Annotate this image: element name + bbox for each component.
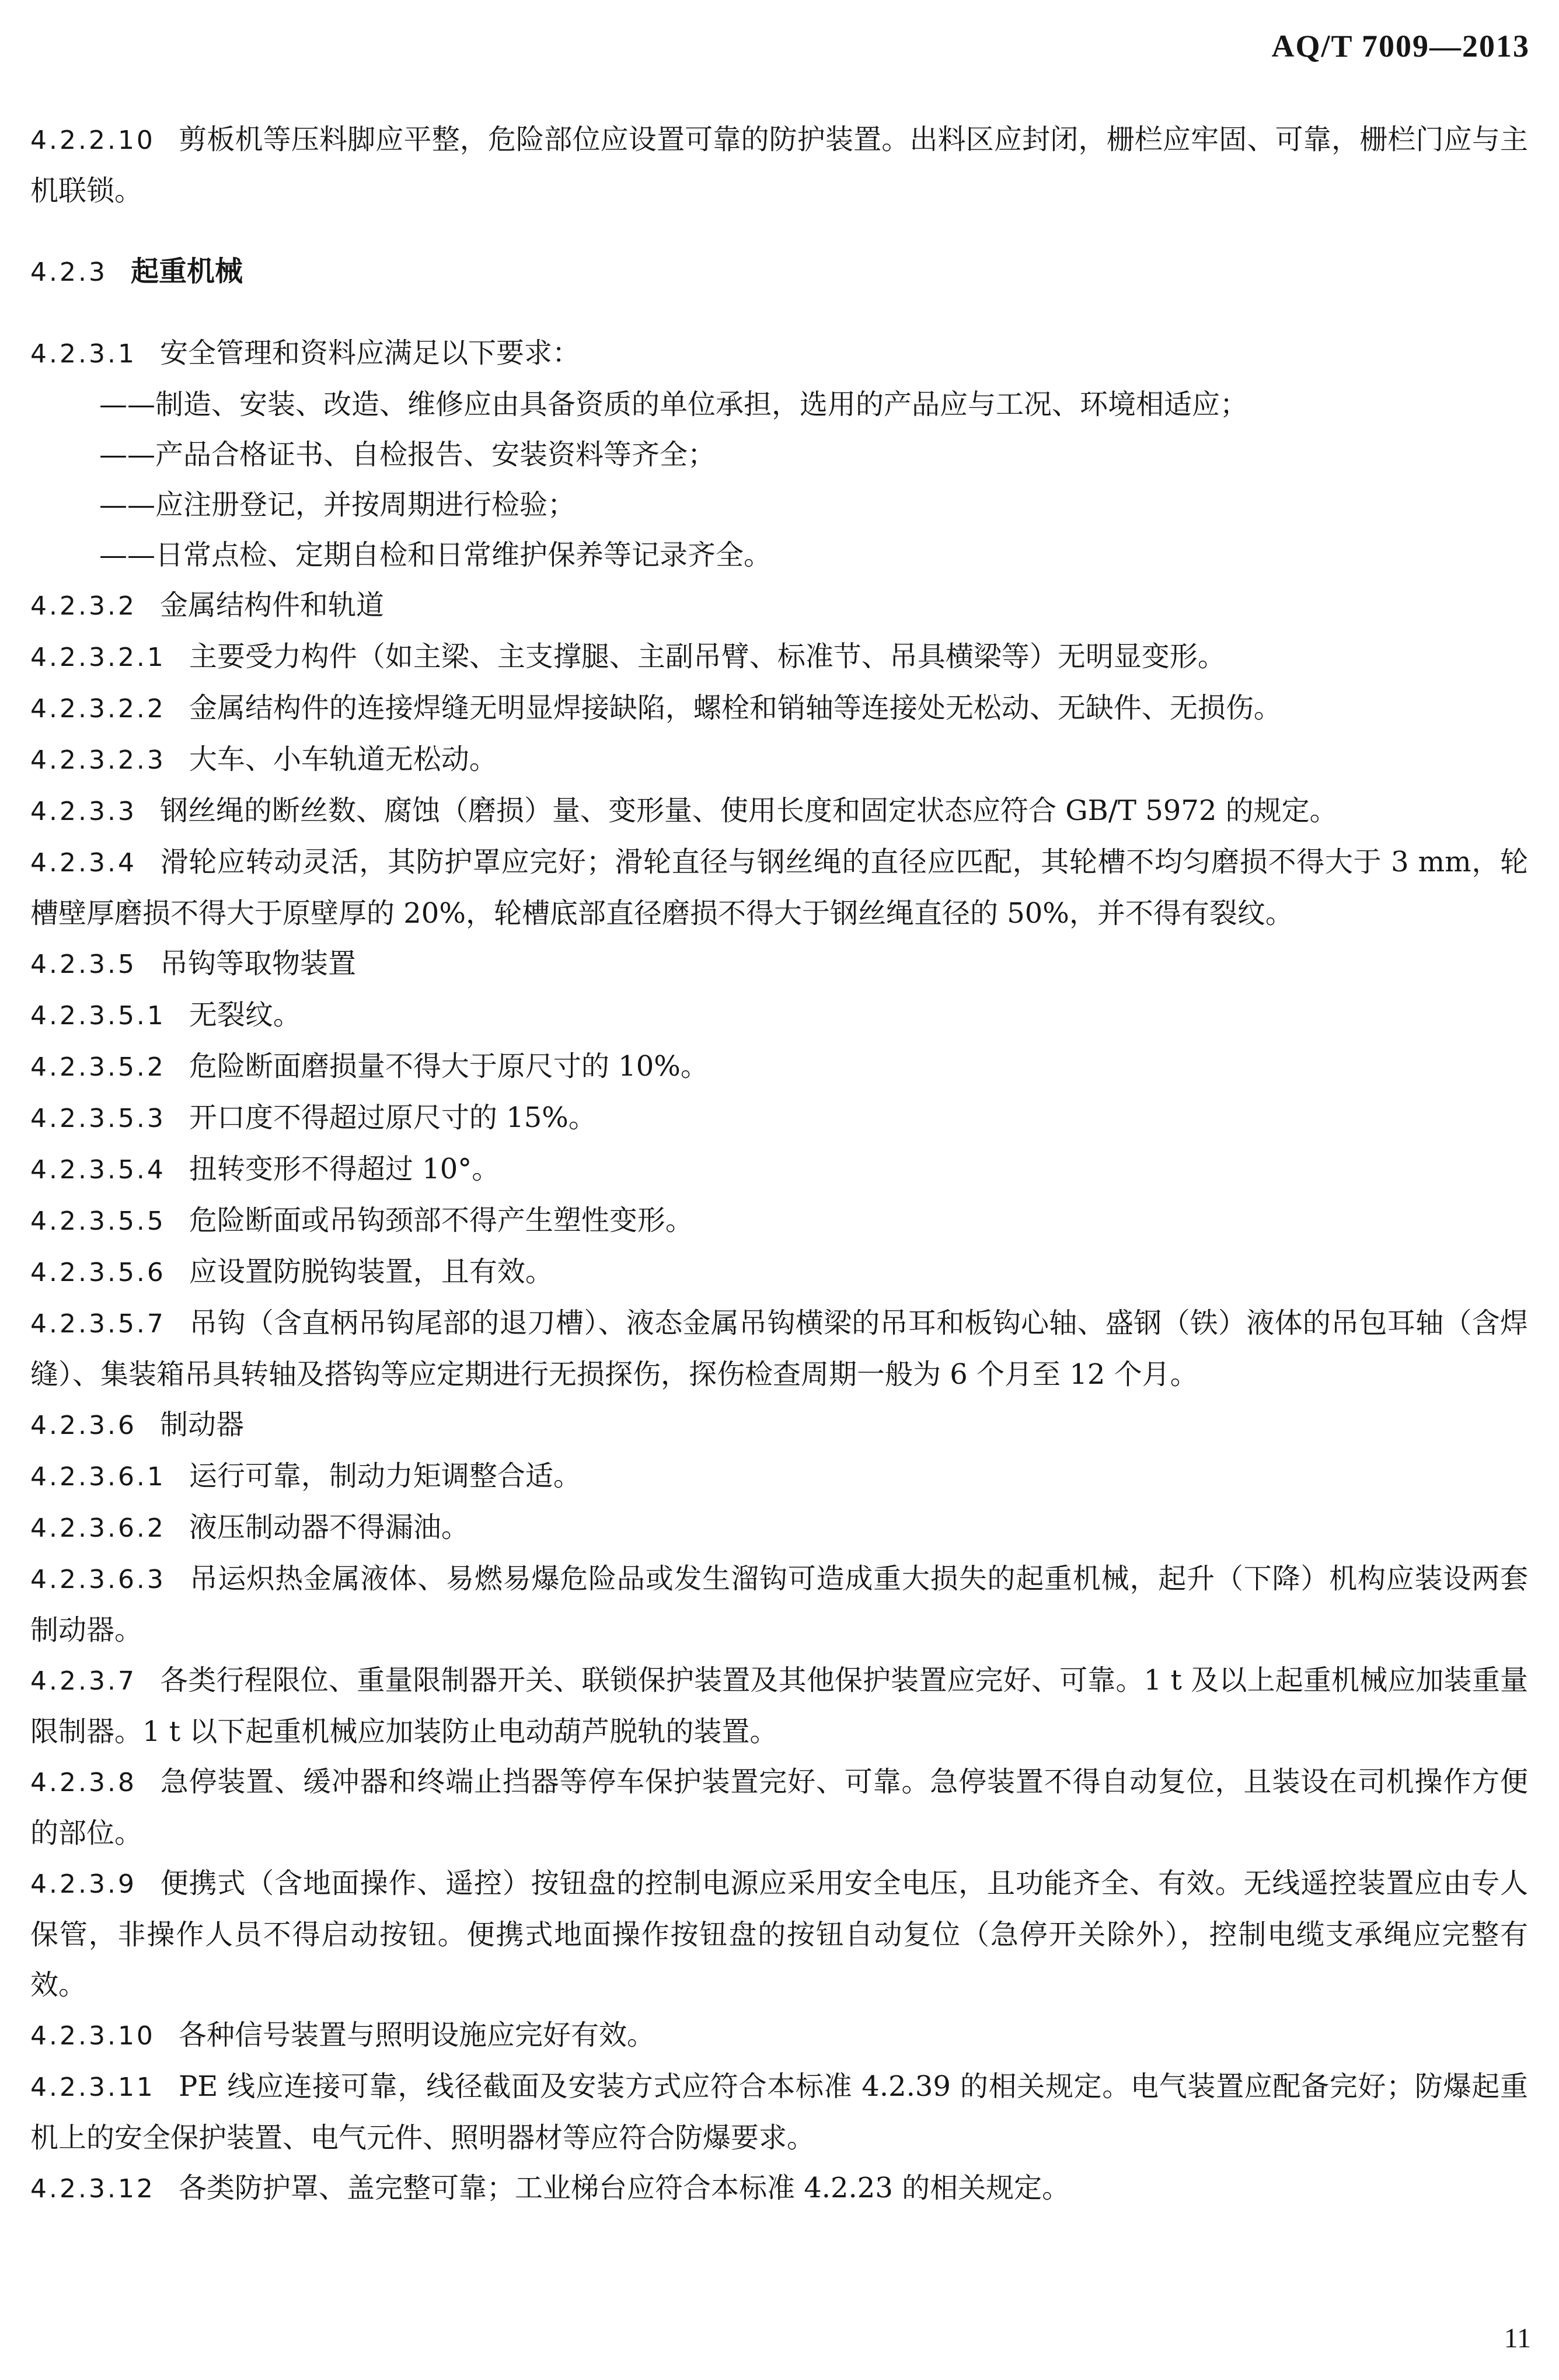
clause-number: 4.2.3.2.2 <box>30 694 166 724</box>
clause-number: 4.2.3.2.1 <box>30 643 166 672</box>
requirement-list-item: ——产品合格证书、自检报告、安装资料等齐全； <box>99 438 716 471</box>
clause-4-2-3-11 <box>30 2061 1528 2163</box>
clause-number: 4.2.3.5.6 <box>30 1258 166 1287</box>
clause-text: 安全管理和资料应满足以下要求： <box>159 337 580 369</box>
clause-number: 4.2.3.6.2 <box>30 1513 166 1543</box>
clause-4-2-3-5-4 <box>30 1144 1528 1195</box>
clause-4-2-3-5-1 <box>30 990 1528 1041</box>
clause-4-2-3-1 <box>30 328 1528 379</box>
clause-text: 钢丝绳的断丝数、腐蚀（磨损）量、变形量、使用长度和固定状态应符合 GB/T 5972 的规定。 <box>159 794 1338 827</box>
clause-number: 4.2.2.10 <box>30 125 155 155</box>
clause-number: 4.2.3.9 <box>30 1869 137 1899</box>
clause-number: 4.2.3.6.3 <box>30 1565 166 1594</box>
clause-number: 4.2.3.12 <box>30 2174 155 2204</box>
requirement-list-item: ——制造、安装、改造、维修应由具备资质的单位承担，选用的产品应与工况、环境相适应； <box>99 388 1248 421</box>
clause-number: 4.2.3.10 <box>30 2021 155 2051</box>
clause-4-2-3-8 <box>30 1757 1528 1858</box>
clause-4-2-3-2-1 <box>30 631 1528 683</box>
clause-4-2-3-5 <box>30 938 1528 990</box>
clause-number: 4.2.3.5.2 <box>30 1052 166 1082</box>
clause-number: 4.2.3.5.3 <box>30 1104 166 1133</box>
clause-4-2-3-6-3 <box>30 1554 1528 1655</box>
clause-number: 4.2.3.1 <box>30 339 137 369</box>
clause-text: 金属结构件和轨道 <box>159 589 384 622</box>
clause-4-2-3-3 <box>30 786 1528 837</box>
clause-text: 吊钩等取物装置 <box>159 947 356 980</box>
clause-text: 剪板机等压料脚应平整，危险部位应设置可靠的防护装置。出料区应封闭，栅栏应牢固、可靠，栅栏门应与主机联锁。 <box>30 123 1528 207</box>
clause-number: 4.2.3.6 <box>30 1411 137 1440</box>
clause-number: 4.2.3.5 <box>30 950 137 979</box>
clause-text: PE 线应连接可靠，线径截面及安装方式应符合本标准 4.2.39 的相关规定。电气装置应配备完好；防爆起重机上的安全保护装置、电气元件、照明器材等应符合防爆要求。 <box>30 2070 1528 2154</box>
clause-text: 无裂纹。 <box>189 999 301 1031</box>
clause-text: 危险断面或吊钩颈部不得产生塑性变形。 <box>189 1204 693 1237</box>
clause-text: 应设置防脱钩装置，且有效。 <box>189 1255 553 1288</box>
clause-4-2-3-2 <box>30 580 1528 631</box>
clause-number: 4.2.3.11 <box>30 2072 155 2102</box>
clause-text: 开口度不得超过原尺寸的 15%。 <box>189 1101 597 1134</box>
clause-4-2-3-6-2 <box>30 1502 1528 1554</box>
clause-4-2-2-10 <box>30 114 1528 216</box>
clause-number: 4.2.3.5.1 <box>30 1001 166 1031</box>
clause-number: 4.2.3.7 <box>30 1666 137 1696</box>
clause-4-2-3-6 <box>30 1400 1528 1451</box>
clause-number: 4.2.3.2 <box>30 591 137 621</box>
clause-text: 各种信号装置与照明设施应完好有效。 <box>178 2019 655 2051</box>
clause-text: 制动器 <box>159 1408 244 1441</box>
clause-4-2-3-6-1 <box>30 1451 1528 1502</box>
clause-text: 吊运炽热金属液体、易燃易爆危险品或发生溜钩可造成重大损失的起重机械，起升（下降）机构应装设两套制动器。 <box>30 1562 1528 1646</box>
clause-text: 便携式（含地面操作、遥控）按钮盘的控制电源应采用安全电压，且功能齐全、有效。无线遥控装置应由专人保管，非操作人员不得启动按钮。便携式地面操作按钮盘的按钮自动复位（急停开关除外），控制电缆支承绳应完整有效。 <box>30 1867 1528 2001</box>
clause-4-2-3-2-3 <box>30 734 1528 786</box>
section-title: 起重机械 <box>130 255 243 288</box>
clause-number: 4.2.3.3 <box>30 797 137 826</box>
page-number: 11 <box>1504 2323 1531 2354</box>
clause-4-2-3-5-2 <box>30 1041 1528 1093</box>
clause-text: 主要受力构件（如主梁、主支撑腿、主副吊臂、标准节、吊具横梁等）无明显变形。 <box>189 640 1226 673</box>
requirement-list-item: ——应注册登记，并按周期进行检验； <box>99 488 576 521</box>
page-content <box>30 114 1528 2214</box>
clause-text: 液压制动器不得漏油。 <box>189 1511 469 1544</box>
clause-number: 4.2.3.5.4 <box>30 1155 166 1185</box>
clause-text: 各类防护罩、盖完整可靠；工业梯台应符合本标准 4.2.23 的相关规定。 <box>178 2172 1070 2204</box>
clause-number: 4.2.3.6.1 <box>30 1462 166 1492</box>
clause-text: 吊钩（含直柄吊钩尾部的退刀槽）、液态金属吊钩横梁的吊耳和板钩心轴、盛钢（铁）液体的吊包耳轴（含焊缝）、集装箱吊具转轴及搭钩等应定期进行无损探伤，探伤检查周期一般为 6 个月至 12 个月。 <box>30 1307 1528 1391</box>
clause-4-2-3-10 <box>30 2010 1528 2061</box>
clause-4-2-3-5-3 <box>30 1093 1528 1144</box>
clause-4-2-3-4 <box>30 837 1528 938</box>
clause-text: 扭转变形不得超过 10°。 <box>189 1153 500 1185</box>
clause-text: 危险断面磨损量不得大于原尺寸的 10%。 <box>189 1050 709 1083</box>
clause-text: 大车、小车轨道无松动。 <box>189 743 497 776</box>
clause-4-2-3-5-6 <box>30 1247 1528 1298</box>
standard-code-header: AQ/T 7009—2013 <box>1271 29 1530 64</box>
clause-text: 急停装置、缓冲器和终端止挡器等停车保护装置完好、可靠。急停装置不得自动复位，且装设在司机操作方便的部位。 <box>30 1765 1528 1849</box>
clause-number: 4.2.3.8 <box>30 1768 137 1798</box>
section-number: 4.2.3 <box>30 257 107 287</box>
clause-number: 4.2.3.5.5 <box>30 1206 166 1236</box>
clause-4-2-3-12 <box>30 2163 1528 2214</box>
clause-text: 滑轮应转动灵活，其防护罩应完好；滑轮直径与钢丝绳的直径应匹配，其轮槽不均匀磨损不得大于 3 mm，轮槽壁厚磨损不得大于原壁厚的 20%，轮槽底部直径磨损不得大于钢丝绳直径的 50%，并不得有裂纹。 <box>30 846 1528 930</box>
clause-number: 4.2.3.4 <box>30 848 137 878</box>
section-heading-4-2-3 <box>30 246 1528 298</box>
clause-text: 运行可靠，制动力矩调整合适。 <box>189 1460 581 1492</box>
clause-number: 4.2.3.2.3 <box>30 745 166 775</box>
clause-number: 4.2.3.5.7 <box>30 1309 166 1339</box>
requirement-list-item: ——日常点检、定期自检和日常维护保养等记录齐全。 <box>99 539 772 571</box>
clause-4-2-3-5-7 <box>30 1298 1528 1400</box>
clause-4-2-3-5-5 <box>30 1195 1528 1247</box>
clause-text: 各类行程限位、重量限制器开关、联锁保护装置及其他保护装置应完好、可靠。1 t 及以上起重机械应加装重量限制器。1 t 以下起重机械应加装防止电动葫芦脱轨的装置。 <box>30 1664 1528 1748</box>
clause-4-2-3-7 <box>30 1655 1528 1757</box>
clause-text: 金属结构件的连接焊缝无明显焊接缺陷，螺栓和销轴等连接处无松动、无缺件、无损伤。 <box>189 692 1282 724</box>
clause-4-2-3-9 <box>30 1858 1528 2010</box>
clause-4-2-3-2-2 <box>30 683 1528 734</box>
